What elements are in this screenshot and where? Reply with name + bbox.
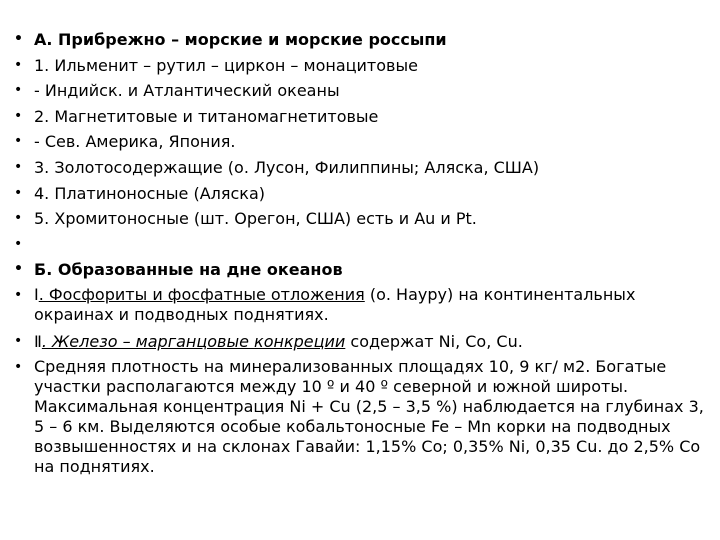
list-item: • - Индийск. и Атлантический океаны — [14, 78, 710, 104]
list-item: • 3. Золотосодержащие (о. Лусон, Филиппины; Аляска, США) — [14, 155, 710, 181]
list-item: • 2. Магнетитовые и титаномагнетитовые — [14, 104, 710, 130]
list-item: • 1. Ильменит – рутил – циркон – монацитовые — [14, 53, 710, 79]
list-item: • 4. Платиноносные (Аляска) — [14, 181, 710, 207]
heading-b: • Б. Образованные на дне океанов — [14, 257, 710, 283]
roman-numeral-2: Ⅱ — [34, 331, 42, 351]
item-text: содержат Ni, Co, Cu. — [345, 331, 523, 351]
list-item: • - Сев. Америка, Япония. — [14, 129, 710, 155]
link-phosphorites[interactable]: . Фосфориты и фосфатные отложения — [38, 284, 365, 304]
list-item-phosphorites — [14, 283, 710, 329]
heading-a: • А. Прибрежно – морские и морские россыпи — [14, 27, 710, 53]
list-item: • 5. Хромитоносные (шт. Орегон, США) есть и Au и Pt. — [14, 206, 710, 232]
bullet-list — [14, 27, 710, 481]
paragraph-density: • Средняя плотность на минерализованных площадях 10, 9 кг/ м2. Богатые участки располагаются между 10 º и 40 º северной и южной широты. Максимальная концентрация Ni + Cu (2,5 – 3,5 %) наблюдается на глубинах 3, 5 – 6 км. Выделяются особые кобальтоносные Fe – Mn корки на подводных возвышенностях и на склонах Гавайи: 1,15% Co; 0,35% Ni, 0,35 Cu. до 2,5% Co на поднятиях. — [14, 355, 710, 481]
item-text: (о. Науру) на континентальных окраинах и подводных поднятиях. — [34, 284, 636, 324]
roman-numeral-1: Ⅰ — [34, 284, 39, 304]
empty-item — [14, 232, 710, 258]
link-nodules[interactable]: . Железо – марганцовые конкреции — [41, 331, 346, 351]
list-item-nodules — [14, 329, 710, 355]
